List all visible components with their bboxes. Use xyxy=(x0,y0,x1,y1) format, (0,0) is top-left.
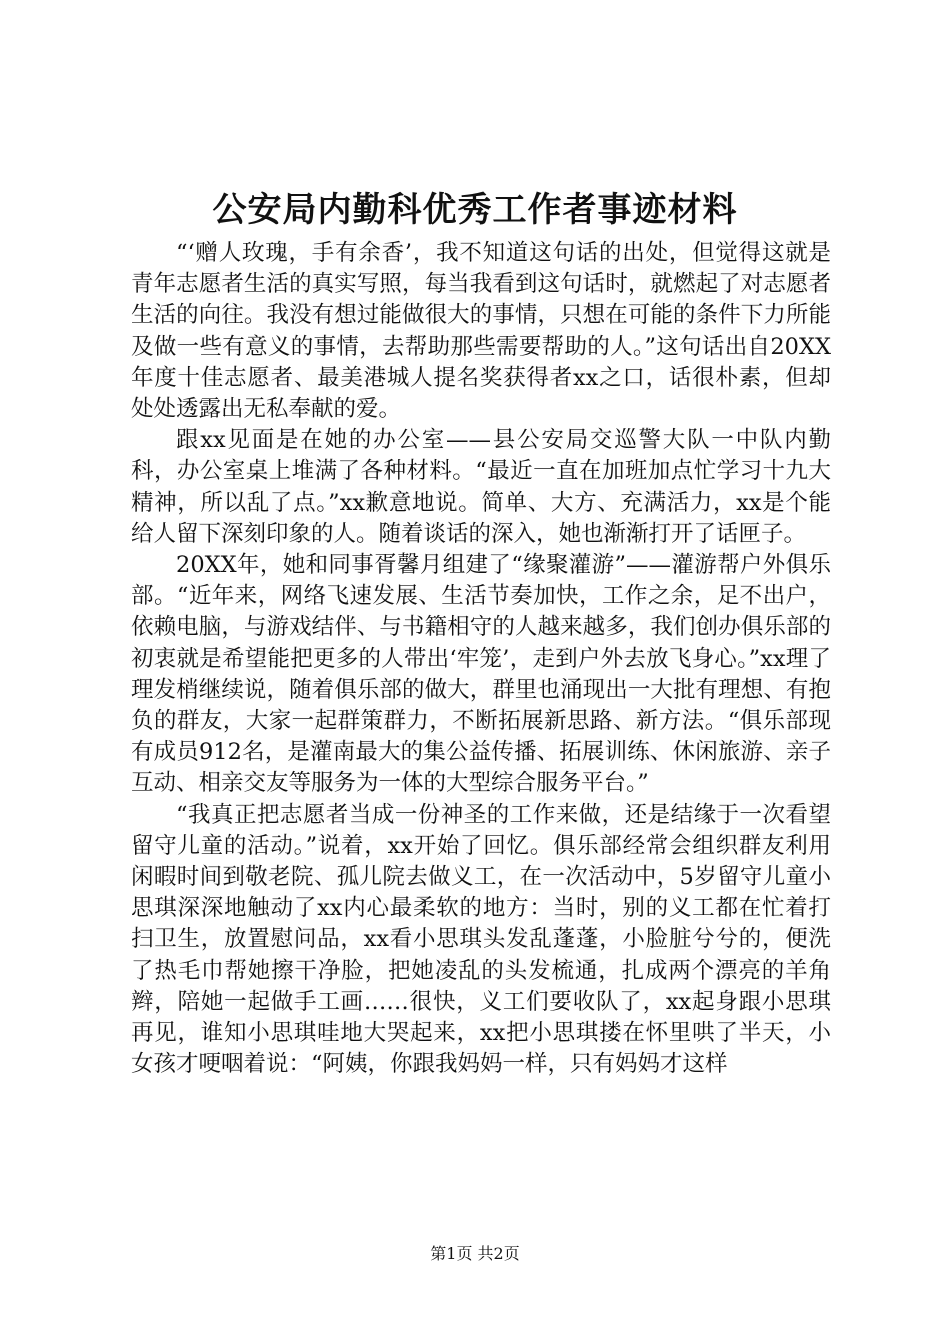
document-title: 公安局内勤科优秀工作者事迹材料 xyxy=(212,190,738,230)
page-footer: 第1页 共2页 xyxy=(430,1244,520,1263)
paragraph-3: 20XX年，她和同事胥馨月组建了“缘聚灌游”——灌游帮户外俱乐部。“近年来，网络飞速发展、生活节奏加快，工作之余，足不出户，依赖电脑，与游戏结伴、与书籍相守的人越来越多，我们创办俱乐部的初衷就是希望能把更多的人带出‘牢笼’，走到户外去放飞身心。”xx理了理发梢继续说，随着俱乐部的做大，群里也涌现出一大批有理想、有抱负的群友，大家一起群策群力，不断拓展新思路、新方法。“俱乐部现有成员912名，是灌南最大的集公益传播、拓展训练、休闲旅游、亲子互动、相亲交友等服务为一体的大型综合服务平台。” xyxy=(131,552,831,797)
paragraph-4: “我真正把志愿者当成一份神圣的工作来做，还是结缘于一次看望留守儿童的活动。”说着，xx开始了回忆。俱乐部经常会组织群友利用闲暇时间到敬老院、孤儿院去做义工，在一次活动中，5岁留守儿童小思琪深深地触动了xx内心最柔软的地方：当时，别的义工都在忙着打扫卫生，放置慰问品，xx看小思琪头发乱蓬蓬，小脸脏兮兮的，便洗了热毛巾帮她擦干净脸，把她凌乱的头发梳通，扎成两个漂亮的羊角辫，陪她一起做手工画……很快，义工们要收队了，xx起身跟小思琪再见，谁知小思琪哇地大哭起来，xx把小思琪搂在怀里哄了半天，小女孩才哽咽着说：“阿姨，你跟我妈妈一样，只有妈妈才这样 xyxy=(131,801,831,1078)
paragraph-1: “‘赠人玫瑰，手有余香’，我不知道这句话的出处，但觉得这就是青年志愿者生活的真实写照，每当我看到这句话时，就燃起了对志愿者生活的向往。我没有想过能做很大的事情，只想在可能的条件下力所能及做一些有意义的事情，去帮助那些需要帮助的人。”这句话出自20XX年度十佳志愿者、最美港城人提名奖获得者xx之口，话很朴素，但却处处透露出无私奉献的爱。 xyxy=(131,240,831,423)
document-body xyxy=(131,238,831,1080)
paragraph-2: 跟xx见面是在她的办公室——县公安局交巡警大队一中队内勤科，办公室桌上堆满了各种材料。“最近一直在加班加点忙学习十九大精神，所以乱了点。”xx歉意地说。简单、大方、充满活力，xx是个能给人留下深刻印象的人。随着谈话的深入，她也渐渐打开了话匣子。 xyxy=(131,427,831,547)
